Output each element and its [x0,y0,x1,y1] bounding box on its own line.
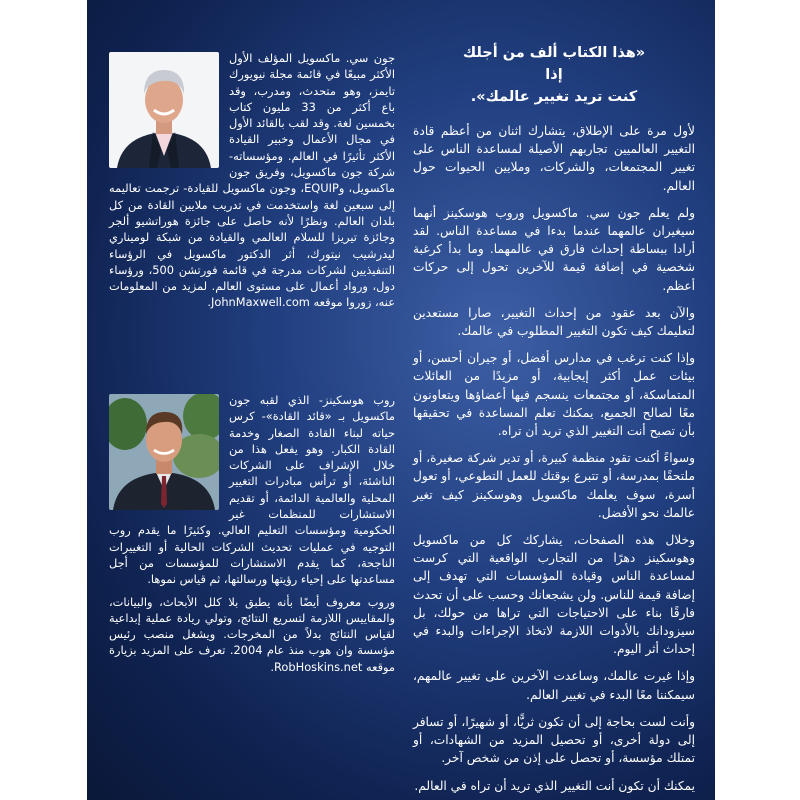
paragraph: والآن بعد عقود من إحداث التغيير، صارا مستعدين لتعليمك كيف تكون التغيير المطلوب في عالمك. [413,305,695,339]
paragraph: وأنت لست بحاجة إلى أن تكون ثريًّا، أو شهيرًا، أو تسافر إلى دولة أخرى، أو تحصيل المزيد من الشهادات، أو تمتلك مؤسسة، أو تحصل على إذن من شخص آخر. [413,714,695,766]
headline [413,42,695,108]
author-bio-maxwell [109,50,395,317]
bio-text-hoskins-2: وروب معروف أيضًا بأنه يطبق بلا كلل الأبحاث، والبيانات، والمقاييس اللازمة لتسريع النتائج، وتولي ريادة عملية إبداعية لقياس النتائج بدلاً من المخرجات. ويشغل منصب رئيس مؤسسة وان هوب منذ عام 2004. تعرف على المزيد بزيارة موقعه RobHoskins.net. [109,594,395,674]
paragraph: لأول مرة على الإطلاق، يتشارك اثنان من أعظم قادة التغيير العالميين تجاربهم الأصيلة لمساعدة الناس على تغيير المجتمعات، والشركات، وملايين الحيوات حول العالم. [413,124,695,193]
paragraph: يمكنك أن تكون أنت التغيير الذي تريد أن تراه في العالم. [414,778,695,793]
paragraph: وإذا غيرت عالمك، وساعدت الآخرين على تغيير عالمهم، سيمكننا معًا البدء في تغيير العالم. [413,669,695,702]
paragraph: وسواءً أكنت تقود منظمة كبيرة، أو تدير شركة صغيرة، أو ملتحقًا بمدرسة، أو تتبرع بوقتك للعمل التطوعي، أو تعول أسرة، سوف يعلمك ماكسويل وهوسكينز كيف تغير عالمك نحو الأفضل. [413,451,695,520]
main-column [413,42,695,800]
headline-line-3: كنت تريد تغيير عالمك». [470,89,638,105]
headline-line-1: «هذا الكتاب ألف من أجلك [462,45,646,61]
bio-text-hoskins: روب هوسكينز- الذي لقبه جون ماكسويل بـ «قائد القادة»- كرس حياته لبناء القادة الصغار وخدمة القادة الكبار. وهو يفعل هذا من خلال الإشراف على الشركات الناشئة، أو ترأس مبادرات التغيير المحلية والعالمية الدائمة، أو تقديم الاستشارات للمنظمات غير الحكومية ومؤسسات التعليم العالي. وكثيرًا ما يقدم روب التوجيه في عمليات تحديث الشركات الحالية أو التغييرات الناجحة، كما يقدم الاستشارات للمؤسسات من أجل مساعدتها على إحياء رؤيتها ورسالتها، ثم قياس نموها. [109,393,395,587]
paragraph: ولم يعلم جون سي. ماكسويل وروب هوسكينز أنهما سيغيران عالمهما عندما بدءا في مساعدة الناس. لقد أرادا ببساطة إحداث فارق في عالمهما. وما بدأ كرغبة شخصية في إضافة قيمة للآخرين تحول إلى حركات أعظم. [413,205,695,293]
headline-line-2: إذا [545,67,563,83]
paragraph: وإذا كنت ترغب في مدارس أفضل، أو جيران أحسن، أو بيئات عمل أكثر إيجابية، أو مزيدًا من العائلات المتماسكة، أو مجتمعات ينسجم فيها أعضاؤها ويتعاونون معًا لصالح الجميع، يمكنك تعلم المساعدة في تحقيقها بأن تصبح أنت التغيير الذي تريد أن تراه. [413,351,695,439]
author-bio-hoskins [109,392,395,681]
author-photo-hoskins [109,394,219,510]
book-back-cover [87,0,715,800]
author-photo-maxwell [109,52,219,168]
bio-text-maxwell: جون سي. ماكسويل المؤلف الأول الأكثر مبيعًا في قائمة مجلة نيويورك تايمز، وهو متحدث، ومدرب، وقد باع أكثر من 33 مليون كتاب بخمسين لغة. وقد لقب بالقائد الأول في مجال الأعمال وخبير القيادة الأكثر تأثيرًا في العالم. ومؤسساته- شركة جون ماكسويل، وفريق جون ماكسويل، وEQUIP، وجون ماكسويل للقيادة- ترجمت تعاليمه إلى سبعين لغة واستخدمت في تدريب ملايين القادة من كل بلدان العالم. ونظرًا لأنه حاصل على جائزة هوراتشيو ألجر وجائزة تيريزا للسلام العالمي والقيادة من شبكة لوميناري ليدرشيب نيتورك، أثر الدكتور ماكسويل في الرؤساء التنفيذيين لشركات مدرجة في قائمة فورتشن 500، ورؤساء دول، ورواد أعمال على مستوى العالم. لمزيد من المعلومات عنه، زوروا موقعه JohnMaxwell.com. [109,51,396,310]
paragraph: وخلال هذه الصفحات، يشاركك كل من ماكسويل وهوسكينز دهرًا من التجارب الواقعية التي كرست لمساعدة الناس وقيادة المؤسسات التي تهدف إلى إضافة قيمة للناس. ولن يشجعانك وحسب على أن تحدث فارقًا بناء على الاحتياجات التي تراها من حولك، بل سيزودانك بالأدوات اللازمة لاتخاذ الإجراءات والبدء في إحداث أثر اليوم. [413,533,695,657]
